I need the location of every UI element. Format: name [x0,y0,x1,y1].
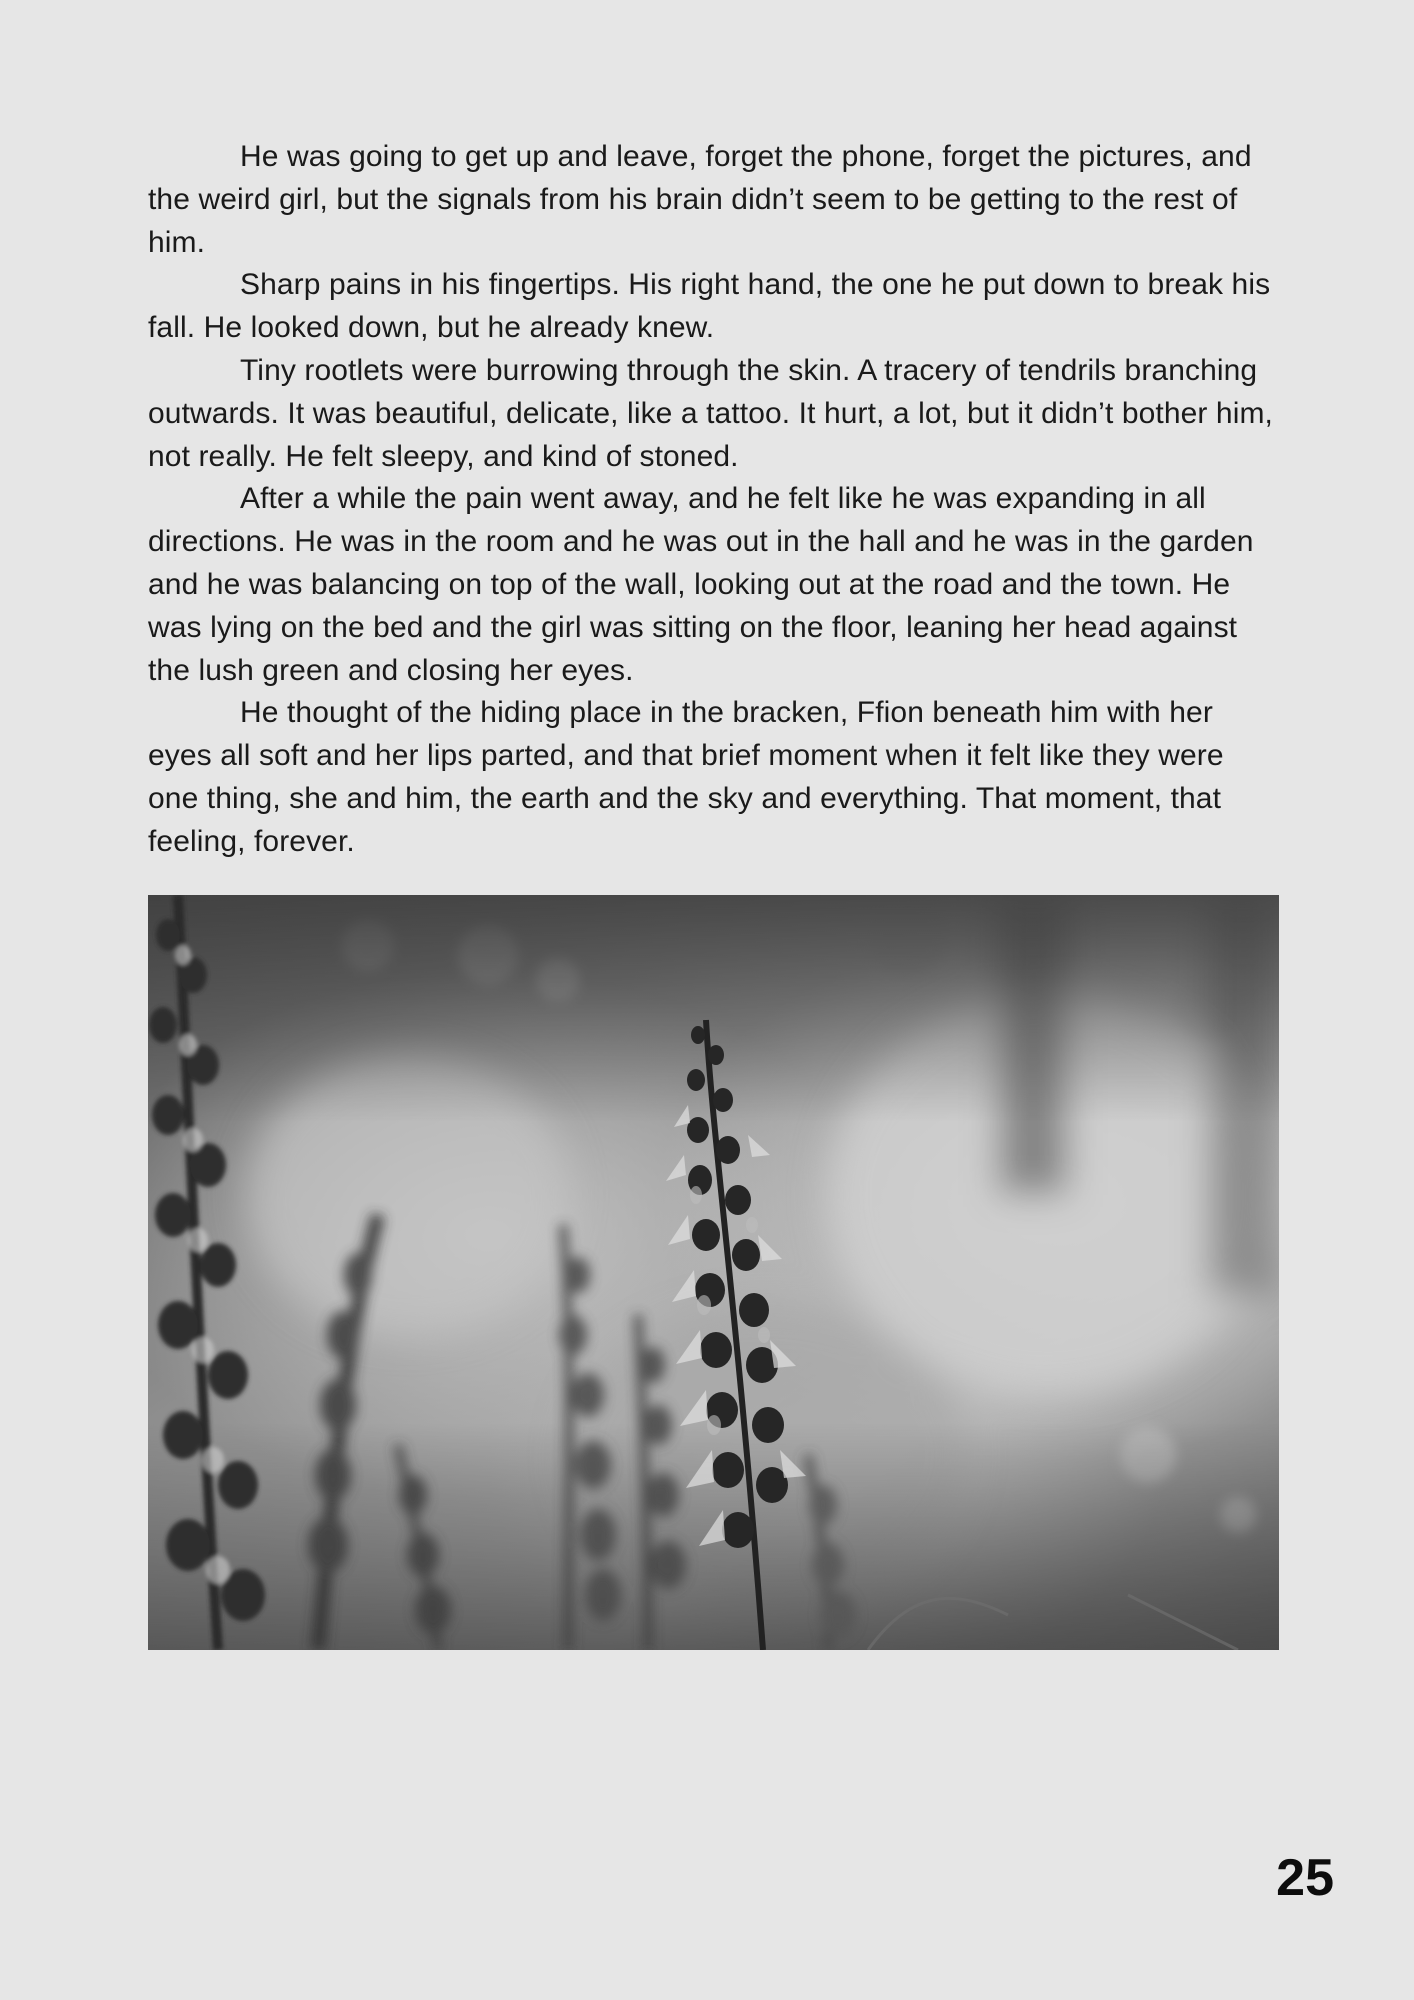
body-text [148,136,1280,864]
paragraph-4: After a while the pain went away, and he felt like he was expanding in all directions. He was in the room and he was out in the hall and he was in the garden and he was balancing on top of the wall, looking out at the road and the town. He was lying on the bed and the girl was sitting on the floor, leaning her head against the lush green and closing her eyes. [148,482,1254,687]
paragraph-5: He thought of the hiding place in the bracken, Ffion beneath him with her eyes all soft and her lips parted, and that brief moment when it felt like they were one thing, she and him, the earth and the sky and everything. That moment, that feeling, forever. [148,696,1224,858]
paragraph-2: Sharp pains in his fingertips. His right hand, the one he put down to break his fall. He looked down, but he already knew. [148,268,1271,345]
page-number: 25 [1276,1849,1334,1907]
foxglove-photo [148,895,1279,1650]
foxglove-illustration [148,895,1279,1650]
paragraph-3: Tiny rootlets were burrowing through the skin. A tracery of tendrils branching outwards. It was beautiful, delicate, like a tattoo. It hurt, a lot, but it didn’t bother him, not really. He felt sleepy, and kind of stoned. [148,353,1273,473]
paragraph-1: He was going to get up and leave, forget the phone, forget the pictures, and the weird girl, but the signals from his brain didn’t seem to be getting to the rest of him. [148,140,1252,259]
